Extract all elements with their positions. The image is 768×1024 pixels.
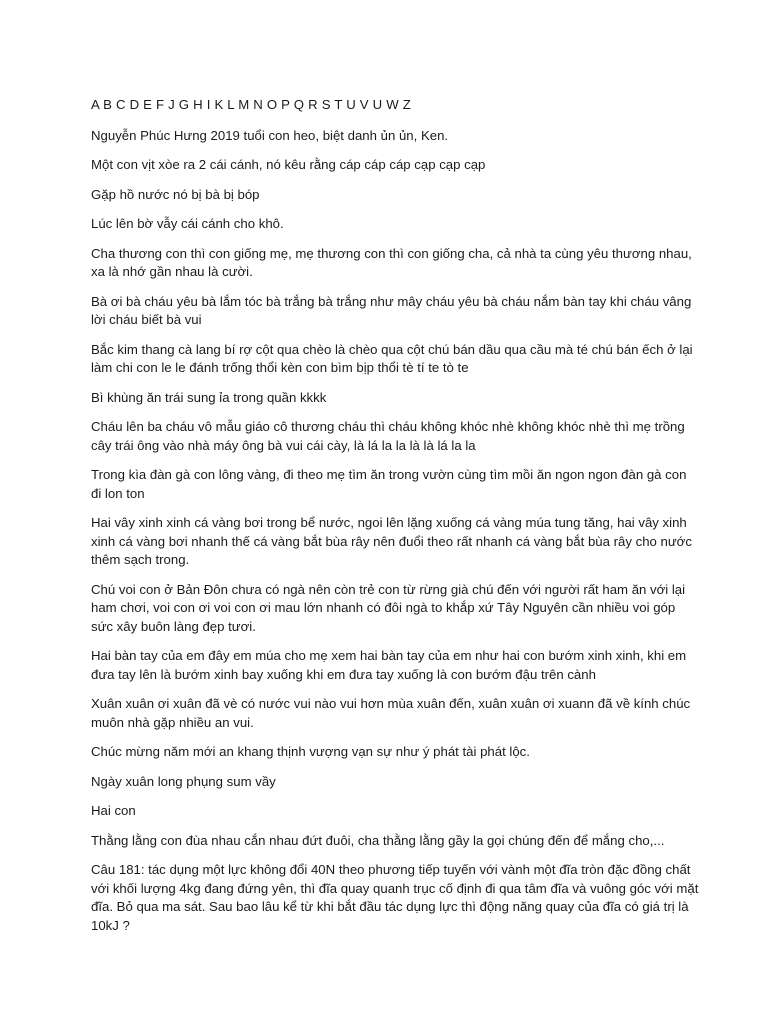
paragraph-bac-kim-thang: Bắc kim thang cà lang bí rợ cột qua chèo là chèo qua cột chú bán dầu qua cầu mà té chú bán ếch ở lại làm chi con le le đánh trống thổi kèn con bìm bịp thổi tè tí te tò te [91, 341, 693, 375]
paragraph-hai-con: Hai con [91, 803, 136, 818]
paragraph-name-line: Nguyễn Phúc Hưng 2019 tuổi con heo, biệt danh ủn ủn, Ken. [91, 127, 449, 143]
paragraph-elephant-song: Chú voi con ở Bản Đôn chưa có ngà nên còn trẻ con từ rừng già chú đến với người rất ham ăn với lại ham chơi, voi con ơi voi con ơi mau lớn nhanh có đôi ngà to khắp xứ Tây Nguyên cần nhiều voi góp sức xây buôn làng đẹp tươi. [91, 581, 686, 634]
paragraph-family-song: Cha thương con thì con giống mẹ, mẹ thương con thì con giống cha, cả nhà ta cùng yêu thương nhau, xa là nhớ gần nhau là cười. [91, 245, 692, 279]
paragraph-duck-shore: Lúc lên bờ vẫy cái cánh cho khô. [91, 216, 284, 231]
paragraph-grandma-song: Bà ơi bà cháu yêu bà lắm tóc bà trắng bà trắng như mây cháu yêu bà cháu nắm bàn tay khi cháu vâng lời cháu biết bà vui [91, 293, 692, 327]
paragraph-spring-phrase: Ngày xuân long phụng sum vầy [91, 773, 276, 789]
paragraph-duck-song: Một con vịt xòe ra 2 cái cánh, nó kêu rằng cáp cáp cáp cạp cạp cạp [91, 157, 486, 172]
paragraph-chicks-song: Trong kìa đàn gà con lông vàng, đi theo mẹ tìm ăn trong vườn cùng tìm mồi ăn ngon ngon đàn gà con đi lon ton [91, 467, 687, 501]
paragraph-duck-pond: Gặp hồ nước nó bị bà bị bóp [91, 186, 260, 202]
paragraph-lizard-song: Thằng lằng con đùa nhau cắn nhau đứt đuôi, cha thằng lằng gầy la gọi chúng đến để mắng cho,... [91, 832, 665, 848]
paragraph-spring-song: Xuân xuân ơi xuân đã vè có nước vui nào vui hơn mùa xuân đến, xuân xuân ơi xuann đã về kính chúc muôn nhà gặp nhiều an vui. [91, 696, 691, 730]
paragraph-hands-song: Hai bàn tay của em đây em múa cho mẹ xem hai bàn tay của em như hai con bướm xinh xinh, khi em đưa tay lên là bướm xinh bay xuống khi em đưa tay xuống là con bướm đậu trên cành [91, 648, 687, 682]
alphabet-line: A B C D E F J G H I K L M N O P Q R S T U V U W Z [91, 97, 412, 112]
paragraph-joke-line: Bì khùng ăn trái sung ỉa trong quần kkkk [91, 389, 327, 405]
paragraph-physics-question: Câu 181: tác dụng một lực không đổi 40N theo phương tiếp tuyến với vành một đĩa tròn đặc đồng chất với khối lượng 4kg đang đứng yên, thì đĩa quay quanh trục cố định đi qua tâm đĩa và vuông góc với mặt đĩa. Bỏ qua ma sát. Sau bao lâu kể từ khi bắt đầu tác dụng lực thì động năng quay của đĩa có giá trị là 10kJ ? [91, 862, 699, 933]
paragraph-goldfish-song: Hai vây xinh xinh cá vàng bơi trong bể nước, ngoi lên lặng xuống cá vàng múa tung tăng, hai vây xinh xinh cá vàng bơi nhanh thế cá vàng bắt bùa rây nên đuổi theo rất nhanh cá vàng bắt bùa rây cho nước thêm sạch trong. [91, 515, 692, 567]
paragraph-new-year-wish: Chúc mừng năm mới an khang thịnh vượng vạn sự như ý phát tài phát lộc. [91, 744, 530, 759]
paragraph-kindergarten-song: Cháu lên ba cháu vô mẫu giáo cô thương cháu thì cháu không khóc nhè không khóc nhè thì mẹ trồng cây trái ông vào nhà máy ông bà vui cái cày, là lá la la là là lá la la [91, 419, 685, 453]
